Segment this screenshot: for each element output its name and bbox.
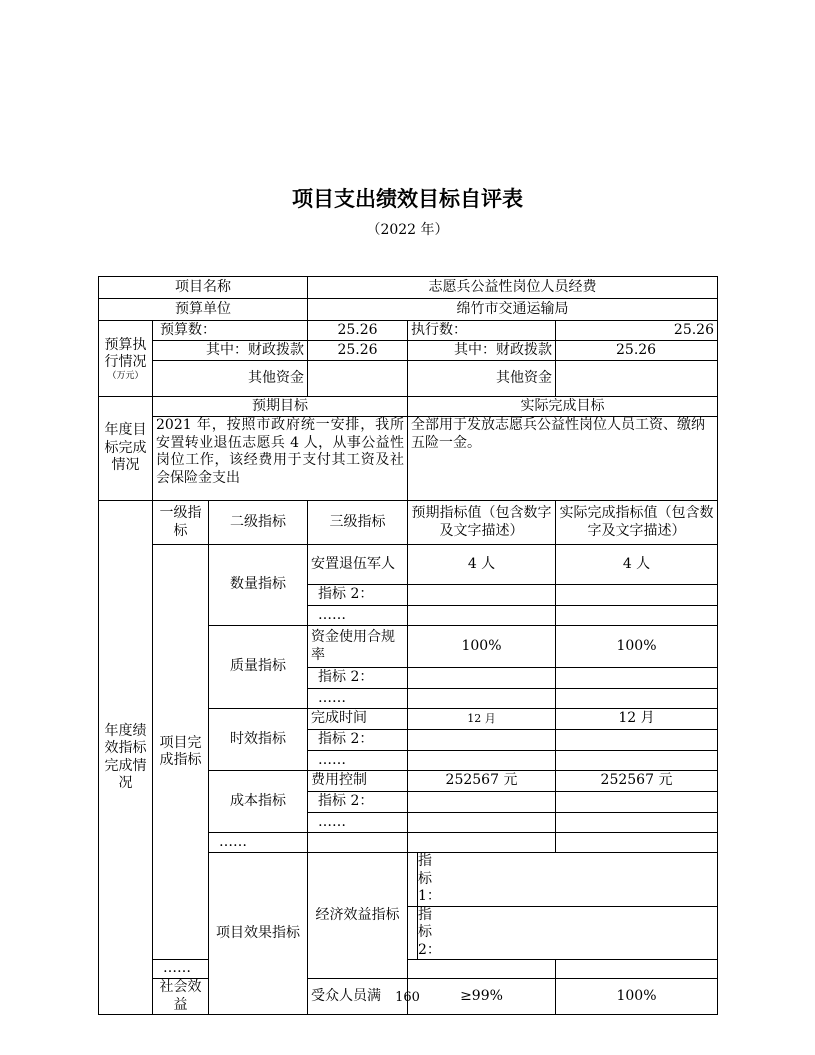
- empty-cell: [556, 606, 718, 626]
- cost-ind3: ……: [308, 813, 408, 833]
- level2-ellipsis: ……: [209, 833, 308, 853]
- row-other-funds: [99, 361, 718, 397]
- header-expected: 预期指标值（包含数字及文字描述）: [408, 501, 556, 545]
- quality-exp1: 100%: [408, 626, 556, 668]
- header-level1: 一级指标: [153, 501, 209, 545]
- page-number: 160: [395, 990, 420, 1005]
- expected-goal-text: 2021 年，按照市政府统一安排，我所安置转业退伍志愿兵 4 人，从事公益性岗位工作，该经费用于支付其工资及社会保险金支出: [153, 417, 408, 501]
- empty-cell: [556, 730, 718, 751]
- economic-label: 经济效益指标: [308, 853, 408, 979]
- other-funds-exec-value: [556, 361, 718, 397]
- header-level3: 三级指标: [308, 501, 408, 545]
- empty-cell: [418, 906, 718, 960]
- quantity-ind1: 安置退伍军人: [308, 545, 408, 585]
- table-row: [99, 960, 718, 979]
- row-indicator-headers: [99, 501, 718, 545]
- indicator-section-label: 年度绩效指标完成情况: [99, 501, 153, 1015]
- empty-cell: [408, 813, 556, 833]
- timeliness-exp1: 12 月: [408, 709, 556, 730]
- header-actual: 实际完成指标值（包含数字及文字描述）: [556, 501, 718, 545]
- quantity-ind2: 指标 2：: [308, 585, 408, 606]
- cost-ind1: 费用控制: [308, 771, 408, 792]
- exec-amount-label: 执行数：: [408, 321, 556, 341]
- budget-unit-label: 预算单位: [99, 299, 308, 321]
- cost-label: 成本指标: [209, 771, 308, 833]
- economic-ind3: ……: [153, 960, 209, 979]
- expected-goal-label: 预期目标: [153, 397, 408, 417]
- timeliness-ind2: 指标 2：: [308, 730, 408, 751]
- empty-cell: [408, 792, 556, 813]
- empty-cell: [408, 730, 556, 751]
- empty-cell: [556, 833, 718, 853]
- social-act1: 100%: [556, 979, 718, 1015]
- budget-amount-label: 预算数：: [153, 321, 308, 341]
- row-goal-headers: [99, 397, 718, 417]
- row-budget-unit: [99, 299, 718, 321]
- quality-act1: 100%: [556, 626, 718, 668]
- quality-label: 质量指标: [209, 626, 308, 709]
- annual-goal-label: 年度目标完成情况: [99, 397, 153, 501]
- timeliness-ind1: 完成时间: [308, 709, 408, 730]
- quality-ind1: 资金使用合规率: [308, 626, 408, 668]
- empty-cell: [408, 960, 556, 979]
- row-budget-amount: [99, 321, 718, 341]
- cost-exp1: 252567 元: [408, 771, 556, 792]
- empty-cell: [418, 853, 718, 907]
- empty-cell: [556, 960, 718, 979]
- exec-amount-value: 25.26: [556, 321, 718, 341]
- empty-cell: [408, 606, 556, 626]
- other-funds-label: 其他资金: [153, 361, 308, 397]
- empty-cell: [308, 833, 408, 853]
- fiscal-exec-value: 25.26: [556, 341, 718, 361]
- project-effect-label: 项目效果指标: [209, 853, 308, 1015]
- other-funds-label-2: 其他资金: [408, 361, 556, 397]
- evaluation-table: [98, 276, 718, 1015]
- empty-cell: [556, 813, 718, 833]
- other-funds-budget-value: [308, 361, 408, 397]
- economic-ind2: 指标 2：: [408, 906, 418, 960]
- quantity-label: 数量指标: [209, 545, 308, 626]
- quantity-exp1: 4 人: [408, 545, 556, 585]
- quality-ind3: ……: [308, 689, 408, 709]
- empty-cell: [408, 585, 556, 606]
- page-subtitle: （2022 年）: [366, 222, 449, 238]
- header-level2: 二级指标: [209, 501, 308, 545]
- budget-amount-value: 25.26: [308, 321, 408, 341]
- empty-cell: [556, 751, 718, 771]
- actual-goal-label: 实际完成目标: [408, 397, 718, 417]
- empty-cell: [408, 751, 556, 771]
- empty-cell: [408, 668, 556, 689]
- timeliness-label: 时效指标: [209, 709, 308, 771]
- table-row: [99, 545, 718, 585]
- budget-exec-unit: （万元）: [107, 370, 144, 381]
- social-ind1: 受众人员满: [308, 979, 408, 1015]
- timeliness-ind3: ……: [308, 751, 408, 771]
- fiscal-budget-value: 25.26: [308, 341, 408, 361]
- quantity-ind3: ……: [308, 606, 408, 626]
- project-name-value: 志愿兵公益性岗位人员经费: [308, 277, 718, 299]
- timeliness-act1: 12 月: [556, 709, 718, 730]
- empty-cell: [556, 689, 718, 709]
- project-completion-label: 项目完成指标: [153, 545, 209, 960]
- empty-cell: [408, 689, 556, 709]
- social-label: 社会效益: [153, 979, 209, 1015]
- row-fiscal: [99, 341, 718, 361]
- fiscal-label: 其中：财政拨款: [153, 341, 308, 361]
- actual-goal-text: 全部用于发放志愿兵公益性岗位人员工资、缴纳五险一金。: [408, 417, 718, 501]
- row-goal-texts: [99, 417, 718, 501]
- economic-ind1: 指标 1：: [408, 853, 418, 907]
- budget-exec-label-cell: [99, 321, 153, 397]
- row-project-name: [99, 277, 718, 299]
- quality-ind2: 指标 2：: [308, 668, 408, 689]
- cost-act1: 252567 元: [556, 771, 718, 792]
- empty-cell: [408, 833, 556, 853]
- page-title: 项目支出绩效目标自评表: [292, 187, 523, 211]
- project-name-label: 项目名称: [99, 277, 308, 299]
- quantity-act1: 4 人: [556, 545, 718, 585]
- social-exp1: ≥99%: [408, 979, 556, 1015]
- budget-exec-label: 预算执行情况: [104, 336, 147, 370]
- empty-cell: [556, 585, 718, 606]
- fiscal-exec-label: 其中：财政拨款: [408, 341, 556, 361]
- cost-ind2: 指标 2：: [308, 792, 408, 813]
- empty-cell: [556, 792, 718, 813]
- empty-cell: [556, 668, 718, 689]
- budget-unit-value: 绵竹市交通运输局: [308, 299, 718, 321]
